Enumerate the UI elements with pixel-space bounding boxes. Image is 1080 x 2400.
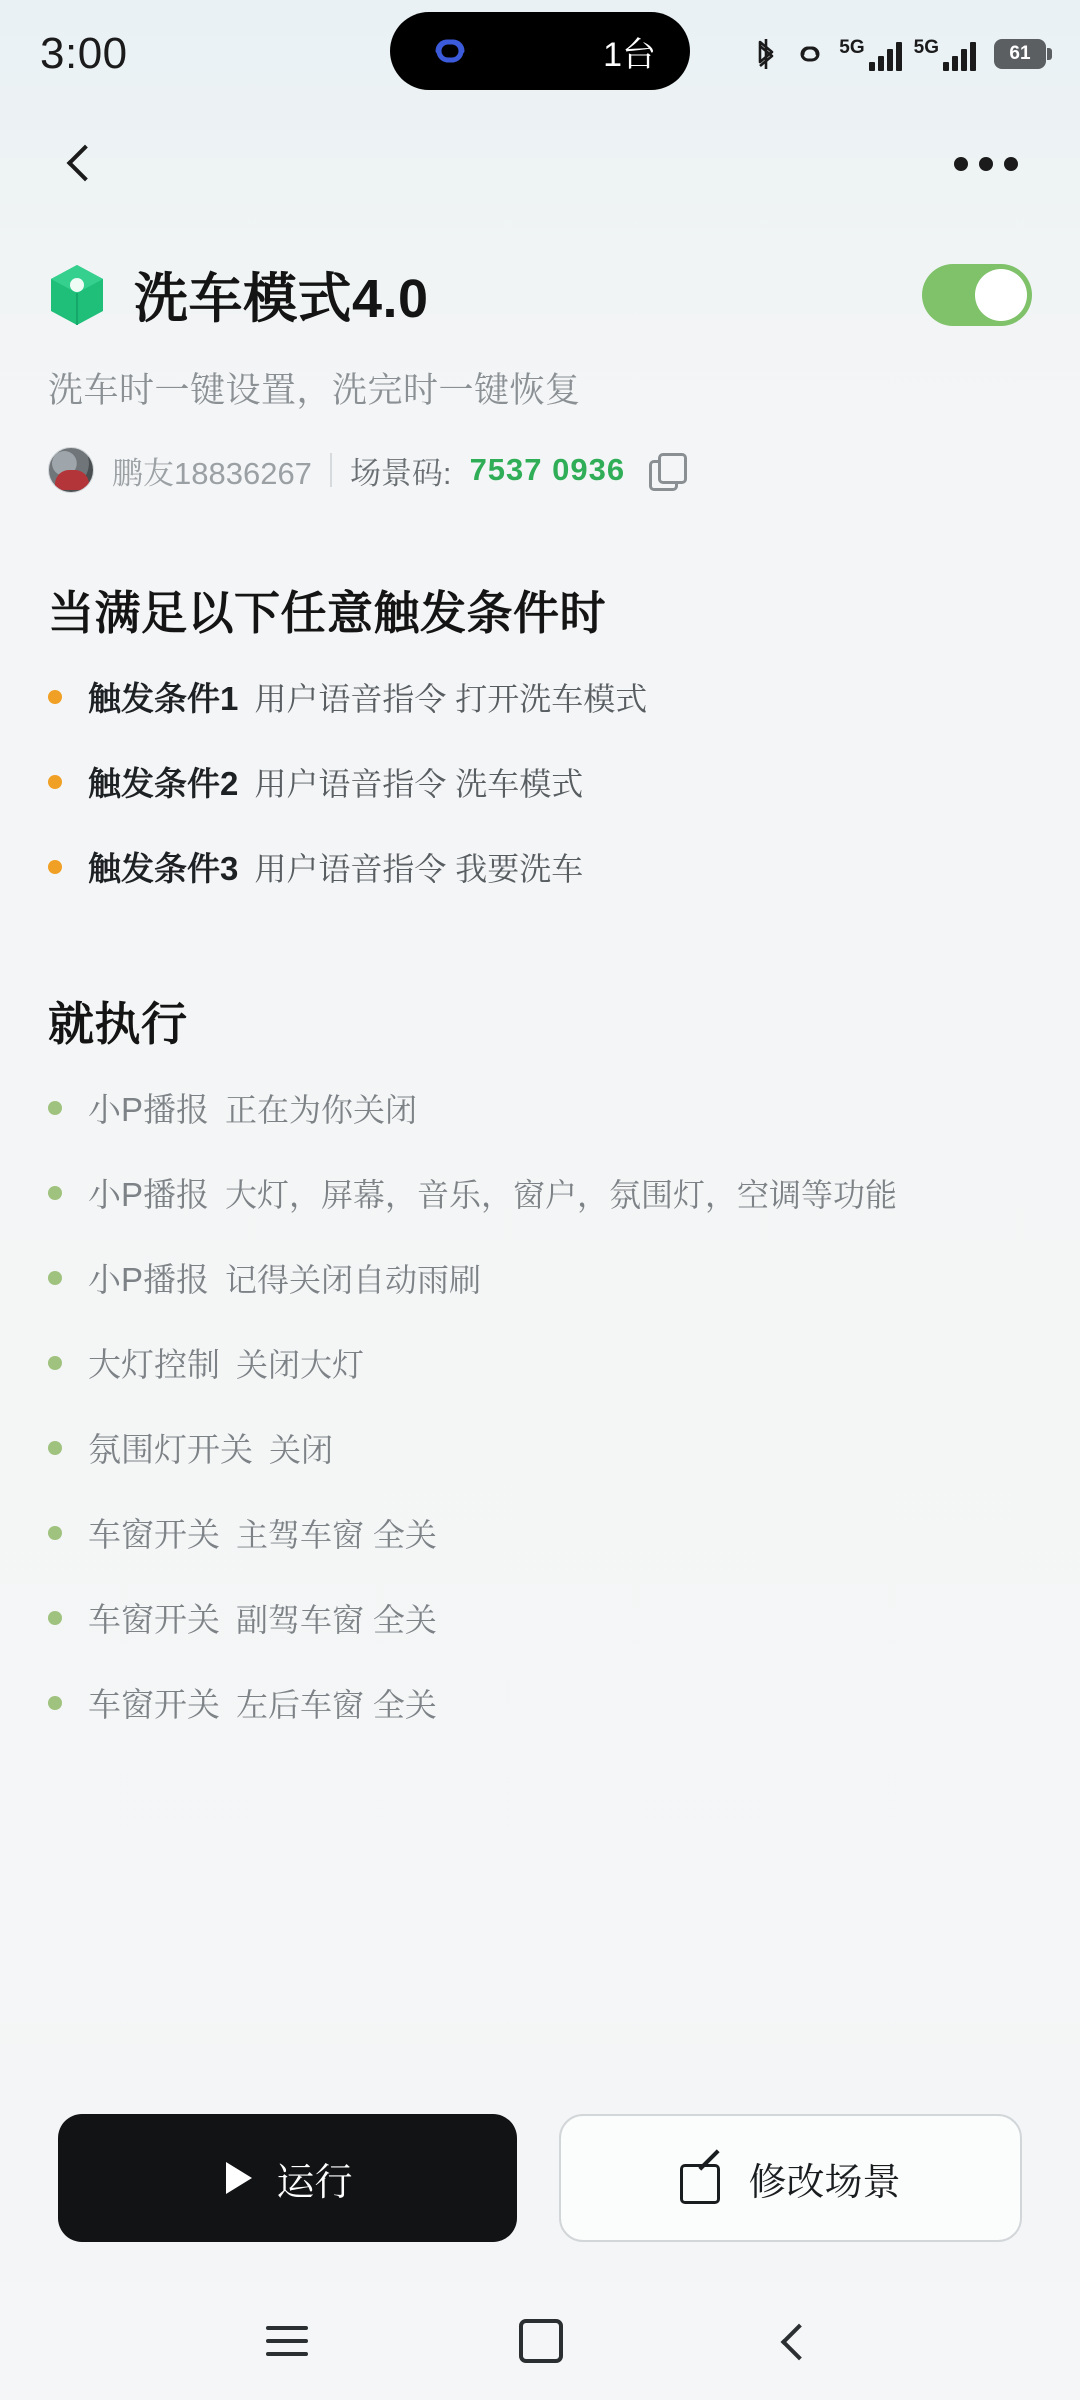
bullet-icon [48,1356,62,1370]
avatar [48,447,94,493]
recents-icon[interactable] [266,2326,308,2356]
bullet-icon [48,1186,62,1200]
scene-code-value: 7537 0936 [469,452,626,487]
list-item[interactable] [48,738,1032,823]
action-key: 车窗开关 [88,1601,220,1638]
action-key: 小P播报 [88,1261,210,1298]
action-key: 大灯控制 [88,1346,220,1383]
list-item[interactable] [48,1404,1032,1489]
scene-code-label: 场景码: [349,455,452,491]
top-navigation-bar [0,108,1080,220]
bullet-icon [48,1611,62,1625]
action-value: 关闭大灯 [236,1347,365,1383]
trigger-key: 触发条件2 [88,765,239,802]
action-key: 车窗开关 [88,1686,220,1723]
bullet-icon [48,1526,62,1540]
link-status-icon [793,39,827,69]
edit-icon [680,2156,724,2200]
home-icon[interactable] [519,2319,563,2363]
edit-button-label: 修改场景 [748,2161,901,2204]
system-navigation-bar [0,2282,1080,2400]
action-list [48,1064,1032,1744]
action-value: 关闭 [269,1432,334,1468]
back-icon[interactable] [58,140,106,188]
scene-subtitle: 洗车时一键设置，洗完时一键恢复 [48,371,581,410]
page-title: 洗车模式4.0 [134,269,429,329]
bullet-icon [48,1696,62,1710]
status-icons [751,0,1046,108]
action-key: 小P播报 [88,1176,210,1213]
status-bar [0,0,1080,108]
more-options-icon[interactable] [954,157,1018,171]
signal-bars-1 [869,41,902,71]
action-key: 车窗开关 [88,1516,220,1553]
action-value: 主驾车窗 全关 [236,1517,437,1553]
signal-sim2 [914,38,976,71]
signal-sim1 [839,38,901,71]
divider [330,453,332,487]
status-clock: 3:00 [40,29,128,78]
system-back-icon[interactable] [774,2321,814,2361]
list-item[interactable] [48,1149,1032,1234]
scene-title-row [48,256,1032,333]
list-item[interactable] [48,1234,1032,1319]
action-key: 氛围灯开关 [88,1431,253,1468]
network-type-label-2: 5G [913,36,939,58]
trigger-value: 用户语音指令 洗车模式 [254,766,584,802]
scroll-fade [0,2000,1080,2090]
battery-icon [994,39,1046,69]
scene-cube-icon [48,263,106,327]
action-value: 左后车窗 全关 [236,1687,437,1723]
scene-author-row [48,447,1032,493]
bullet-icon [48,1271,62,1285]
list-item[interactable] [48,1659,1032,1744]
bullet-icon [48,690,62,704]
bullet-icon [48,775,62,789]
scene-header [0,220,1080,493]
battery-level-label: 61 [1009,43,1031,64]
trigger-key: 触发条件1 [88,680,239,717]
connected-device-count: 1台 [603,35,656,74]
bullet-icon [48,1441,62,1455]
bluetooth-icon [751,37,781,71]
trigger-list [48,653,1032,908]
edit-scene-button[interactable] [559,2114,1022,2242]
dynamic-island-pill[interactable] [390,12,690,90]
copy-icon[interactable] [649,453,683,487]
run-button[interactable] [58,2114,517,2242]
trigger-section-title: 当满足以下任意触发条件时 [48,587,606,639]
scene-enable-toggle[interactable] [922,264,1032,326]
trigger-key: 触发条件3 [88,850,239,887]
list-item[interactable] [48,1574,1032,1659]
run-button-label: 运行 [276,2161,353,2204]
list-item[interactable] [48,1489,1032,1574]
action-key: 小P播报 [88,1091,210,1128]
trigger-value: 用户语音指令 打开洗车模式 [254,681,648,717]
bottom-action-bar [0,2090,1080,2282]
list-item[interactable] [48,823,1032,908]
bullet-icon [48,860,62,874]
bullet-icon [48,1101,62,1115]
list-item[interactable] [48,1064,1032,1149]
author-name: 鹏友18836267 [112,455,312,491]
link-icon [424,25,476,77]
play-icon [226,2162,252,2194]
action-value: 正在为你关闭 [225,1092,418,1128]
action-value: 副驾车窗 全关 [236,1602,437,1638]
network-type-label-1: 5G [839,36,865,58]
action-value: 大灯，屏幕，音乐，窗户，氛围灯，空调等功能 [225,1177,898,1213]
action-value: 记得关闭自动雨刷 [225,1262,482,1298]
signal-bars-2 [943,41,976,71]
action-section-title: 就执行 [48,998,188,1050]
list-item[interactable] [48,653,1032,738]
list-item[interactable] [48,1319,1032,1404]
trigger-value: 用户语音指令 我要洗车 [254,851,584,887]
scene-detail-body[interactable] [0,493,1080,2090]
